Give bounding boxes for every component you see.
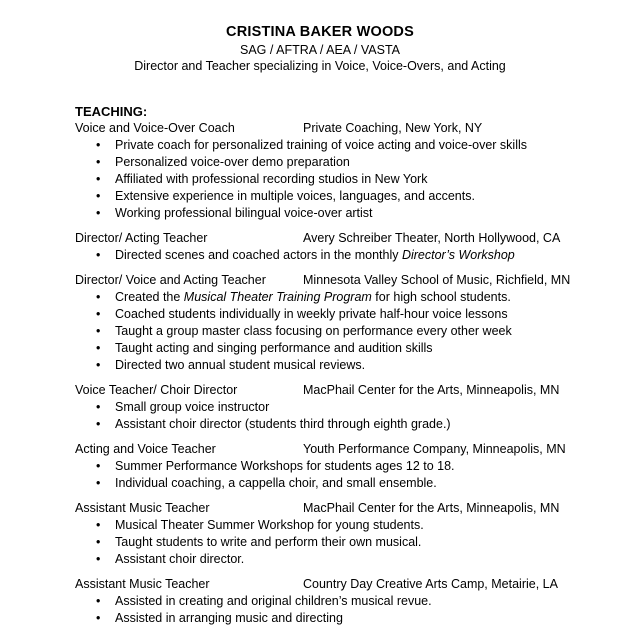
text-segment: Directed two annual student musical reviews. (115, 358, 366, 372)
bullet-icon: • (96, 400, 101, 414)
italic-text-segment: Director’s Workshop (401, 248, 515, 262)
entry-header (75, 120, 640, 137)
bullet-text (115, 155, 350, 169)
teaching-entry (75, 120, 640, 222)
teaching-entry (75, 441, 640, 492)
bullet-text (115, 341, 433, 355)
teaching-entry (75, 382, 640, 433)
entry-title: Assistant Music Teacher (75, 577, 210, 591)
professional-tagline: Director and Teacher specializing in Voice, Voice-Overs, and Acting (134, 59, 506, 73)
bullet-text (115, 358, 365, 372)
text-segment: Private coach for personalized training of voice acting and voice-over skills (115, 138, 528, 152)
text-segment: Taught acting and singing performance and audition skills (115, 341, 433, 355)
bullet-text (115, 206, 373, 220)
bullet-item (75, 171, 640, 188)
bullet-list (75, 458, 640, 492)
bullet-item (75, 357, 640, 374)
bullet-item (75, 323, 640, 340)
bullet-icon: • (96, 417, 101, 431)
bullet-icon: • (96, 459, 101, 473)
bullet-list (75, 593, 640, 627)
entry-header (75, 230, 640, 247)
bullet-text (115, 594, 432, 608)
text-segment: Extensive experience in multiple voices, languages, and accents. (115, 189, 475, 203)
text-segment: Summer Performance Workshops for students ages 12 to 18. (115, 459, 455, 473)
bullet-item (75, 534, 640, 551)
text-segment: Assisted in creating and original children’s musical revue. (115, 594, 432, 608)
bullet-text (115, 518, 424, 532)
text-segment: Small group voice instructor (115, 400, 270, 414)
bullet-item (75, 289, 640, 306)
entry-location: Country Day Creative Arts Camp, Metairie, LA (303, 577, 558, 591)
bullet-list (75, 247, 640, 264)
text-segment: Assistant choir director (students third through eighth grade.) (115, 417, 451, 431)
bullet-text (115, 189, 475, 203)
bullet-item (75, 188, 640, 205)
bullet-icon: • (96, 476, 101, 490)
bullet-text (115, 172, 427, 186)
bullet-list (75, 517, 640, 568)
text-segment: Assisted in arranging music and directing (115, 611, 343, 625)
bullet-item (75, 593, 640, 610)
bullet-icon: • (96, 290, 101, 304)
bullet-list (75, 137, 640, 222)
text-segment: Directed scenes and coached actors in the monthly (115, 248, 402, 262)
bullet-item (75, 551, 640, 568)
text-segment: Individual coaching, a cappella choir, and small ensemble. (115, 476, 437, 490)
bullet-icon: • (96, 138, 101, 152)
bullet-text (115, 476, 437, 490)
text-segment: for high school students. (371, 290, 511, 304)
bullet-icon: • (96, 324, 101, 338)
entry-location: Youth Performance Company, Minneapolis, MN (303, 442, 566, 456)
bullet-item (75, 610, 640, 627)
person-name: CRISTINA BAKER WOODS (226, 24, 414, 40)
bullet-text (115, 552, 244, 566)
italic-text-segment: Musical Theater Training Program (183, 290, 372, 304)
teaching-entry (75, 272, 640, 374)
entry-location: Avery Schreiber Theater, North Hollywood, CA (303, 231, 561, 245)
teaching-entries (75, 120, 640, 627)
bullet-text (115, 248, 515, 262)
teaching-entry (75, 500, 640, 568)
text-segment: Coached students individually in weekly private half-hour voice lessons (115, 307, 508, 321)
text-segment: Working professional bilingual voice-over artist (115, 206, 373, 220)
entry-title: Assistant Music Teacher (75, 501, 210, 515)
entry-header (75, 500, 640, 517)
union-affiliations: SAG / AFTRA / AEA / VASTA (239, 43, 400, 57)
bullet-icon: • (96, 358, 101, 372)
teaching-entry (75, 230, 640, 264)
bullet-icon: • (96, 594, 101, 608)
bullet-text (115, 307, 508, 321)
bullet-item (75, 475, 640, 492)
teaching-section (75, 103, 640, 627)
bullet-icon: • (96, 552, 101, 566)
entry-location: Private Coaching, New York, NY (303, 121, 483, 135)
bullet-text (115, 417, 451, 431)
bullet-icon: • (96, 172, 101, 186)
entry-header (75, 576, 640, 593)
bullet-item (75, 458, 640, 475)
text-segment: Created the (115, 290, 184, 304)
bullet-text (115, 138, 527, 152)
bullet-icon: • (96, 341, 101, 355)
entry-title: Voice and Voice-Over Coach (75, 121, 235, 135)
bullet-item (75, 399, 640, 416)
text-segment: Taught a group master class focusing on performance every other week (115, 324, 512, 338)
bullet-text (115, 290, 511, 304)
entry-title: Director/ Voice and Acting Teacher (75, 273, 266, 287)
bullet-icon: • (96, 189, 101, 203)
bullet-item (75, 154, 640, 171)
bullet-text (115, 400, 269, 414)
entry-title: Voice Teacher/ Choir Director (75, 383, 238, 397)
bullet-text (115, 324, 512, 338)
text-segment: Musical Theater Summer Workshop for young students. (115, 518, 424, 532)
entry-location: MacPhail Center for the Arts, Minneapolis, MN (303, 383, 560, 397)
bullet-icon: • (96, 518, 101, 532)
section-heading-teaching: TEACHING: (75, 104, 148, 119)
entry-header (75, 382, 640, 399)
entry-header (75, 441, 640, 458)
bullet-icon: • (96, 307, 101, 321)
entry-title: Acting and Voice Teacher (75, 442, 216, 456)
bullet-icon: • (96, 206, 101, 220)
bullet-icon: • (96, 611, 101, 625)
entry-location: MacPhail Center for the Arts, Minneapolis, MN (303, 501, 560, 515)
text-segment: Personalized voice-over demo preparation (115, 155, 350, 169)
resume-header (0, 23, 640, 75)
text-segment: Affiliated with professional recording studios in New York (115, 172, 428, 186)
bullet-icon: • (96, 535, 101, 549)
bullet-text (115, 611, 343, 625)
entry-location: Minnesota Valley School of Music, Richfield, MN (303, 273, 571, 287)
bullet-icon: • (96, 248, 101, 262)
entry-title: Director/ Acting Teacher (75, 231, 208, 245)
bullet-item (75, 137, 640, 154)
entry-header (75, 272, 640, 289)
teaching-entry (75, 576, 640, 627)
bullet-item (75, 340, 640, 357)
bullet-item (75, 517, 640, 534)
text-segment: Assistant choir director. (115, 552, 245, 566)
bullet-item (75, 416, 640, 433)
bullet-item (75, 247, 640, 264)
bullet-list (75, 399, 640, 433)
bullet-item (75, 306, 640, 323)
bullet-text (115, 535, 421, 549)
bullet-text (115, 459, 455, 473)
bullet-item (75, 205, 640, 222)
bullet-list (75, 289, 640, 374)
bullet-icon: • (96, 155, 101, 169)
text-segment: Taught students to write and perform their own musical. (115, 535, 422, 549)
